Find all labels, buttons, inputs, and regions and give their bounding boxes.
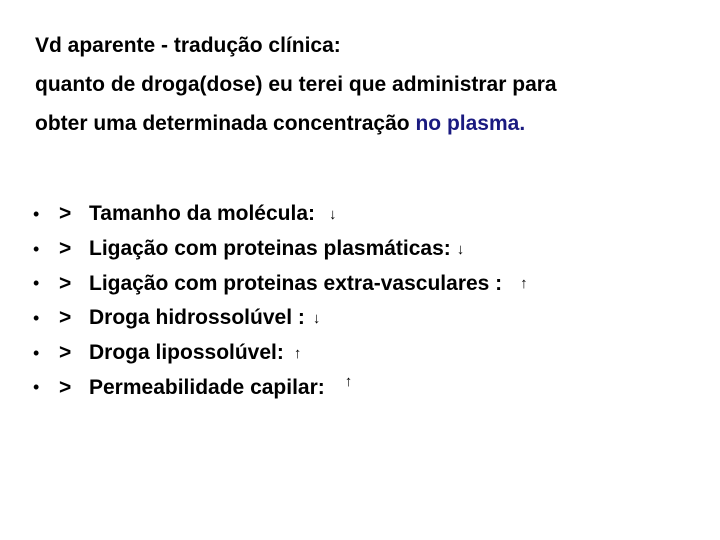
list-item (33, 336, 528, 371)
bullet-text: Tamanho da molécula: (89, 202, 315, 226)
bullet-prefix: > (59, 375, 72, 399)
bullet-icon: • (33, 203, 40, 224)
bullet-prefix: > (59, 202, 72, 226)
list-item (33, 232, 528, 267)
bullet-text: Ligação com proteinas plasmáticas: (89, 237, 451, 261)
bullet-list (33, 197, 528, 405)
list-item (33, 266, 528, 301)
heading-line-3-text: obter uma determinada concentração (35, 112, 416, 135)
bullet-prefix: > (59, 237, 72, 261)
bullet-prefix: > (59, 271, 72, 295)
heading-line-3 (35, 104, 705, 143)
arrow-down-icon: ↓ (456, 240, 465, 258)
bullet-prefix: > (59, 306, 72, 330)
bullet-icon: • (33, 342, 40, 363)
bullet-text: Ligação com proteinas extra-vasculares : (89, 271, 503, 295)
heading-line-2: quanto de droga(dose) eu terei que administrar para (35, 73, 557, 96)
arrow-down-icon: ↓ (312, 309, 321, 327)
arrow-up-icon: ↑ (293, 344, 302, 362)
arrow-up-icon: ↑ (344, 373, 353, 391)
list-item (33, 301, 528, 336)
bullet-icon: • (33, 238, 40, 259)
bullet-text: Permeabilidade capilar: (89, 375, 325, 399)
bullet-icon: • (33, 273, 40, 294)
list-item (33, 370, 528, 405)
bullet-text: Droga lipossolúvel: (89, 341, 284, 365)
bullet-icon: • (33, 377, 40, 398)
list-item (33, 197, 528, 232)
bullet-icon: • (33, 307, 40, 328)
slide-heading (35, 26, 705, 143)
bullet-text: Droga hidrossolúvel : (89, 306, 305, 330)
bullet-prefix: > (59, 341, 72, 365)
arrow-down-icon: ↓ (329, 205, 337, 223)
heading-accent-text: no plasma. (415, 112, 526, 135)
arrow-up-icon: ↑ (520, 275, 528, 293)
heading-line-1: Vd aparente - tradução clínica: (35, 34, 341, 57)
